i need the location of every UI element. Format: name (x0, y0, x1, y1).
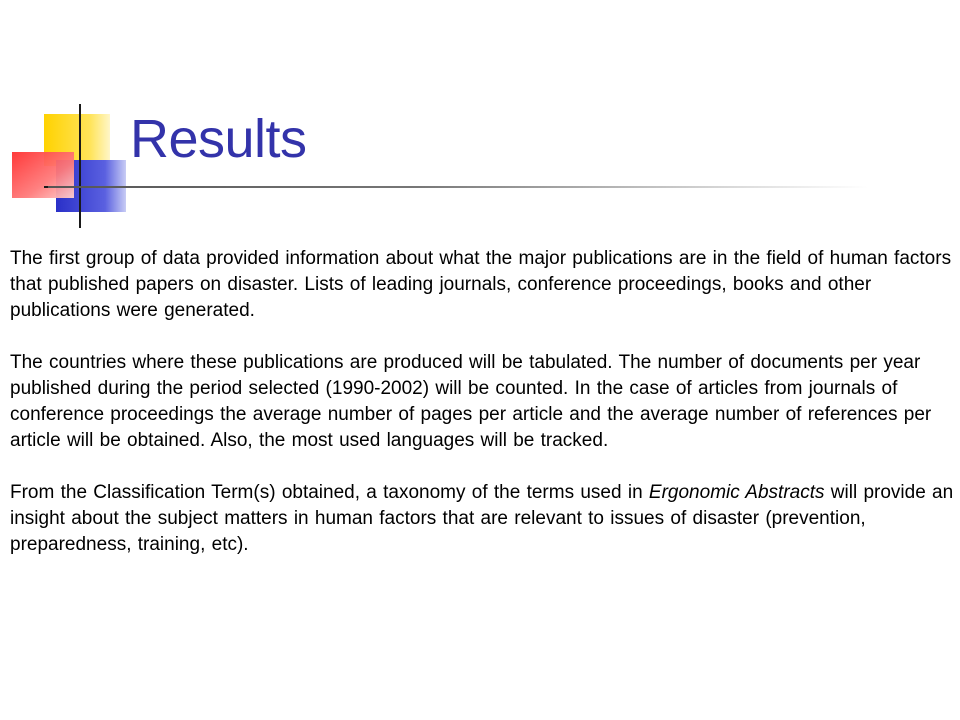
slide-title: Results (130, 109, 307, 169)
paragraph-3-text-before: From the Classification Term(s) obtained, a taxonomy of the terms used in (10, 482, 649, 503)
title-underline (48, 186, 868, 188)
paragraph-2: The countries where these publications are produced will be tabulated. The number of documents per year published during the period selected (1990-2002) will be counted. In the case of articles from journals of conference proceedings the average number of pages per article and the average number of references per article will be obtained. Also, the most used languages will be tracked. (10, 352, 932, 451)
paragraph-1: The first group of data provided information about what the major publications are in the field of human factors that published papers on disaster. Lists of leading journals, conference proceedings, books and other publications were generated. (10, 248, 952, 321)
paragraph-3-italic-term: Ergonomic Abstracts (648, 482, 825, 503)
logo-red-square (12, 152, 74, 198)
paragraph-3-text-after: will provide an insight about the subject matters in human factors that are relevant to issues of disaster (prevention, preparedness, training, etc). (10, 482, 954, 555)
paragraph-3 (10, 480, 955, 558)
slide-logo-decoration (0, 0, 140, 230)
slide-body (10, 246, 955, 558)
